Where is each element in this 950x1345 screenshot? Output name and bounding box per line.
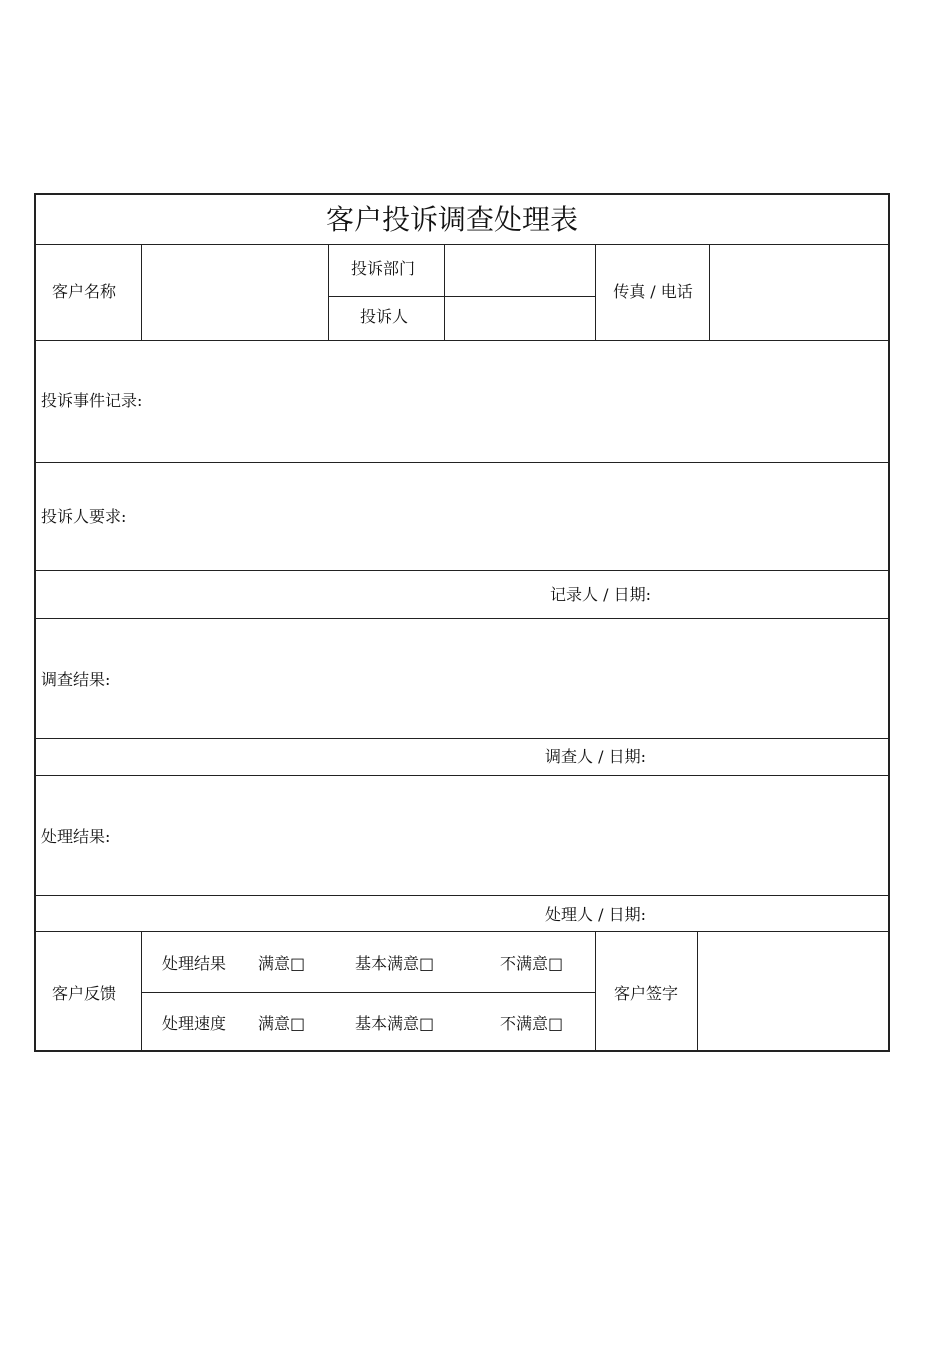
complaint-dept-label: 投诉部门 [350,259,416,278]
border-top [34,193,890,195]
divider [34,618,890,619]
investigator-date-label: 调查人 / 日期: [545,747,646,766]
signature-label: 客户签字 [613,984,679,1003]
complainant-field[interactable] [446,298,594,339]
divider [34,340,890,341]
divider [595,931,596,1051]
divider [328,244,329,341]
investigation-result-label: 调查结果: [41,670,111,689]
divider [34,570,890,571]
feedback-speed-basic-checkbox[interactable]: 基本满意□ [355,1014,435,1033]
complaint-dept-field[interactable] [446,246,594,295]
recorder-date-label: 记录人 / 日期: [550,585,651,604]
divider [34,775,890,776]
fax-phone-field[interactable] [711,246,887,339]
investigation-result-field[interactable] [36,620,887,737]
requirement-field[interactable] [36,464,887,569]
handler-date-label: 处理人 / 日期: [545,905,646,924]
border-right [888,193,890,1052]
divider [697,931,698,1051]
form-title: 客户投诉调查处理表 [325,203,579,236]
requirement-label: 投诉人要求: [41,507,127,526]
feedback-item-speed: 处理速度 [162,1014,227,1033]
divider [34,244,890,245]
feedback-speed-unsatisfied-checkbox[interactable]: 不满意□ [500,1014,564,1033]
divider [709,244,710,341]
feedback-speed-satisfied-checkbox[interactable]: 满意□ [258,1014,306,1033]
signature-field[interactable] [699,933,887,1049]
handling-result-field[interactable] [36,777,887,894]
divider [141,931,142,1051]
feedback-result-unsatisfied-checkbox[interactable]: 不满意□ [500,954,564,973]
customer-name-label: 客户名称 [51,282,117,301]
event-record-label: 投诉事件记录: [41,391,143,410]
divider [141,992,595,993]
divider [328,296,595,297]
divider [444,244,445,341]
handling-result-label: 处理结果: [41,827,111,846]
complainant-label: 投诉人 [359,307,409,326]
fax-phone-label: 传真 / 电话 [613,282,693,301]
feedback-result-basic-checkbox[interactable]: 基本满意□ [355,954,435,973]
border-bottom [34,1050,890,1052]
divider [34,738,890,739]
divider [141,244,142,341]
divider [34,895,890,896]
divider [34,931,890,932]
feedback-result-satisfied-checkbox[interactable]: 满意□ [258,954,306,973]
divider [34,462,890,463]
feedback-label: 客户反馈 [51,984,117,1003]
customer-name-field[interactable] [143,246,327,339]
divider [595,244,596,341]
feedback-item-result: 处理结果 [162,954,227,973]
event-record-field[interactable] [36,342,887,461]
